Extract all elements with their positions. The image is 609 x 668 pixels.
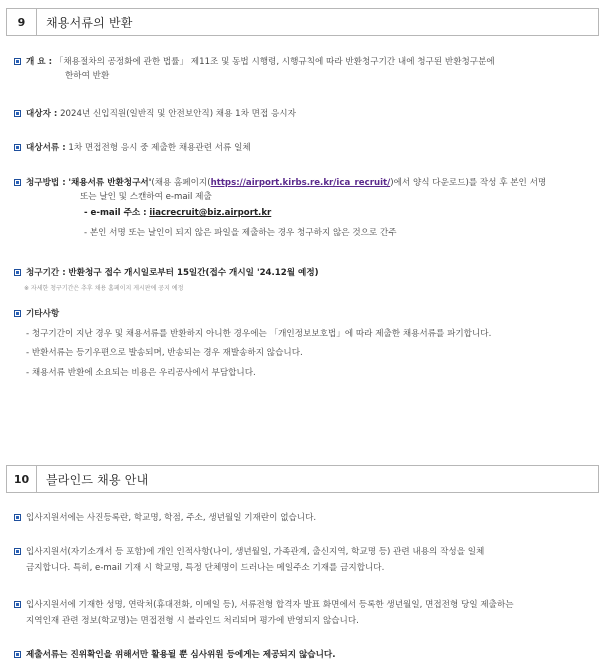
target-label: 대상자 : [26,109,58,119]
blind-item-text-cont: 지역인재 관련 정보(학교명)는 면접전형 시 블라인드 처리되며 평가에 반영되지 않습니다. [26,616,359,626]
documents-text: 1차 면접전형 응시 중 제출한 채용관련 서류 일체 [68,143,251,153]
purpose-row [14,55,495,69]
square-bullet-icon [14,58,21,65]
purpose-label: 개 요 : [26,57,53,67]
blind-item [14,511,316,525]
square-bullet-icon [14,144,21,151]
misc-item: - 반환서류는 등기우편으로 발송되며, 반송되는 경우 재발송하지 않습니다. [26,348,303,358]
purpose-text: 「채용절차의 공정화에 관한 법률」 제11조 및 동법 시행령, 시행규칙에 따라 반환청구기간 내에 청구된 반환청구분에 [54,57,495,67]
recruit-site-link[interactable]: https://airport.kirbs.re.kr/ica_recruit/ [210,178,391,188]
square-bullet-icon [14,548,21,555]
section-title: 채용서류의 반환 [46,15,133,30]
method-label: 청구방법 : [26,178,66,188]
misc-item: - 채용서류 반환에 소요되는 비용은 우리공사에서 부담합니다. [26,368,256,378]
misc-label: 기타사항 [26,309,60,319]
documents-label: 대상서류 : [26,143,66,153]
target-text: 2024년 신입직원(일반직 및 안전보안직) 채용 1차 면접 응시자 [60,109,296,119]
blind-item-text: 입사지원서에 기재한 성명, 연락처(휴대전화, 이메일 등), 서류전형 합격자 발표 화면에서 등록한 생년월일, 면접전형 당일 제출하는 [26,600,514,610]
blind-item [14,648,335,662]
blind-item-text: 제출서류는 진위확인을 위해서만 활용될 뿐 심사위원 등에게는 제공되지 않습니다. [26,650,336,660]
square-bullet-icon [14,179,21,186]
email-row [84,206,271,220]
email-label: - e-mail 주소 : [84,208,147,218]
method-row [14,176,546,190]
square-bullet-icon [14,601,21,608]
method-text-post: )에서 양식 다운로드)를 작성 후 본인 서명 [390,178,547,188]
blind-item [14,545,484,559]
square-bullet-icon [14,269,21,276]
section-number: 10 [7,466,37,492]
section-title: 블라인드 채용 안내 [46,472,149,487]
blind-item [14,598,514,612]
documents-row [14,141,251,155]
blind-item-text: 입사지원서(자기소개서 등 포함)에 개인 인적사항(나이, 생년월일, 가족관계, 출신지역, 학교명 등) 관련 내용의 작성을 일체 [26,547,485,557]
misc-item: - 청구기간이 지난 경우 및 채용서류를 반환하지 아니한 경우에는 「개인정보보호법」에 따라 제출한 채용서류를 파기합니다. [26,329,492,339]
square-bullet-icon [14,110,21,117]
blind-item-text-cont: 금지합니다. 특히, e-mail 기재 시 학교명, 특정 단체명이 드러나는 메일주소 기재를 금지합니다. [26,563,385,573]
period-note: ※ 자세한 청구기간은 추후 채용 홈페이지 게시판에 공지 예정 [24,285,184,292]
method-form-name: '채용서류 반환청구서' [68,178,152,188]
blind-item-text: 입사지원서에는 사진등록란, 학교명, 학점, 주소, 생년월일 기재란이 없습니다. [26,513,317,523]
misc-row [14,307,59,321]
section-number: 9 [7,9,37,35]
period-text: 반환청구 접수 개시일로부터 15일간(접수 개시일 '24.12월 예정) [68,268,319,278]
target-row [14,107,296,121]
square-bullet-icon [14,651,21,658]
purpose-text-cont: 한하여 반환 [65,71,110,81]
period-label: 청구기간 : [26,268,66,278]
method-text-cont: 또는 날인 및 스캔하여 e-mail 제출 [80,192,212,202]
period-row [14,266,319,280]
square-bullet-icon [14,310,21,317]
method-note: - 본인 서명 또는 날인이 되지 않은 파일을 제출하는 경우 청구하지 않은 것으로 간주 [84,228,397,238]
square-bullet-icon [14,514,21,521]
email-address[interactable]: iiacrecruit@biz.airport.kr [149,208,272,218]
method-text-mid: (채용 홈페이지( [151,178,211,188]
section-9-header [6,8,599,36]
section-10-header [6,465,599,493]
